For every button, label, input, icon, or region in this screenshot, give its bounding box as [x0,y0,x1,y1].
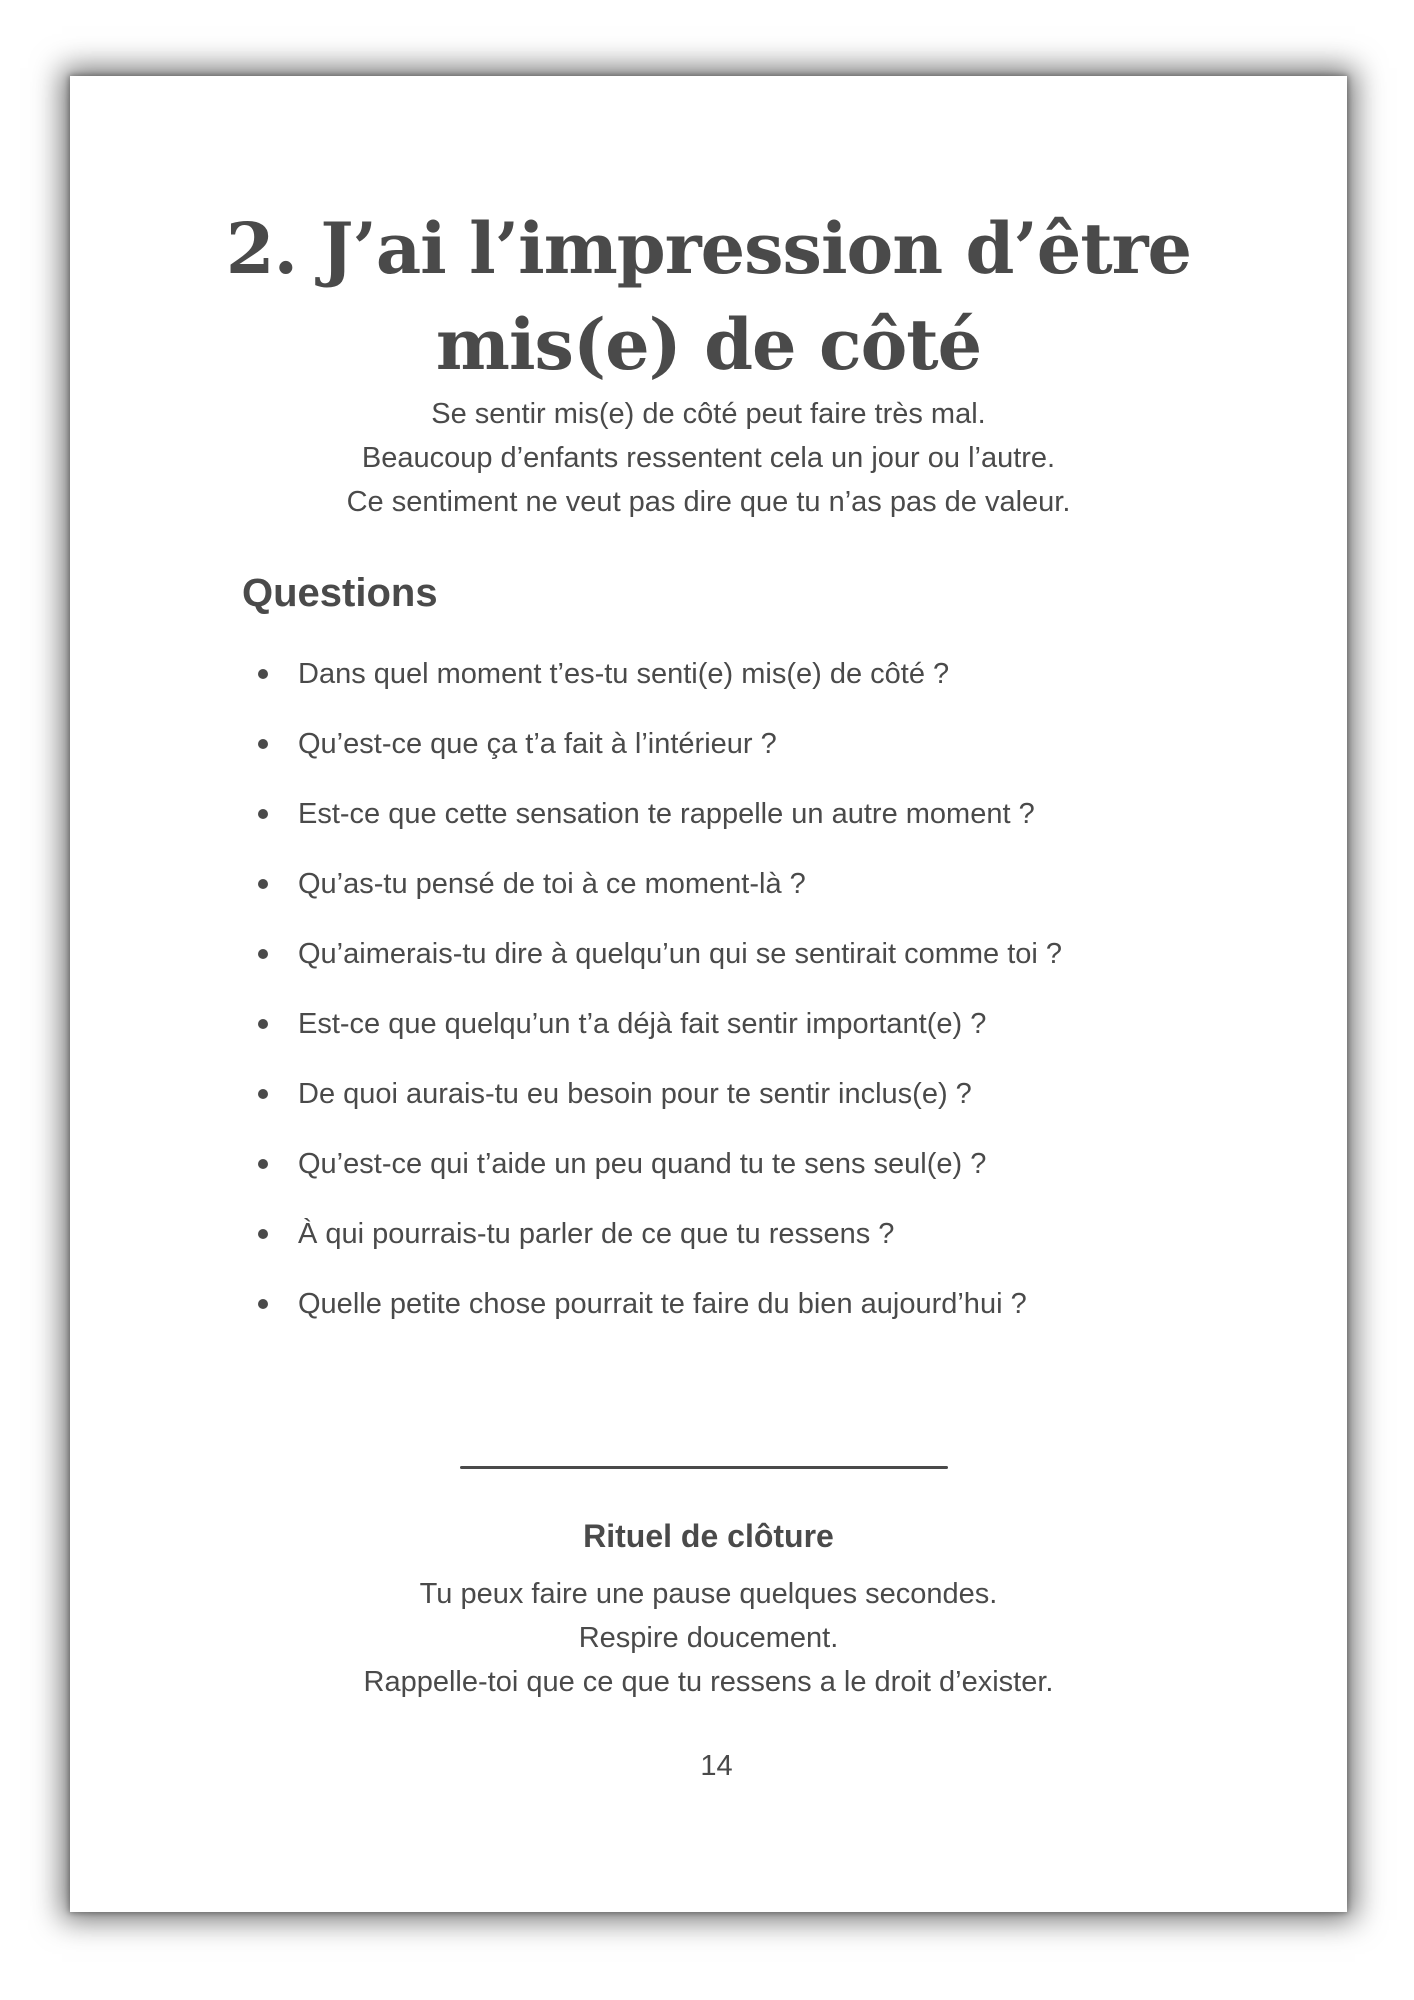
closing-paragraph [70,1572,1347,1704]
bullet-icon [258,1229,268,1239]
closing-heading: Rituel de clôture [583,1518,834,1554]
question-text: Dans quel moment t’es-tu senti(e) mis(e) de côté ? [298,658,950,690]
document-page [70,76,1347,1912]
question-text: Qu’est-ce que ça t’a fait à l’intérieur ? [298,728,777,760]
bullet-icon [258,1019,268,1029]
questions-list [242,639,1222,1339]
question-text: Qu’aimerais-tu dire à quelqu’un qui se sentirait comme toi ? [298,938,1063,970]
question-item [242,639,1222,709]
bullet-icon [258,739,268,749]
bullet-icon [258,809,268,819]
bullet-icon [258,1159,268,1169]
question-text: Quelle petite chose pourrait te faire du bien aujourd’hui ? [298,1288,1027,1320]
page-title [70,201,1347,393]
page-number: 14 [700,1750,733,1782]
question-item [242,1269,1222,1339]
closing-line: Rappelle-toi que ce que tu ressens a le droit d’exister. [363,1666,1054,1698]
question-text: Est-ce que quelqu’un t’a déjà fait sentir important(e) ? [298,1008,987,1040]
section-divider [460,1466,948,1469]
question-item [242,1199,1222,1269]
question-item [242,779,1222,849]
page-title-line-2: mis(e) de côté [435,303,982,386]
question-text: De quoi aurais-tu eu besoin pour te sentir inclus(e) ? [298,1078,972,1110]
question-item [242,919,1222,989]
question-text: Qu’est-ce qui t’aide un peu quand tu te sens seul(e) ? [298,1148,987,1180]
page-title-line-1: 2. J’ai l’impression d’être [225,207,1192,290]
intro-paragraph [70,392,1347,524]
question-item [242,1129,1222,1199]
intro-line: Ce sentiment ne veut pas dire que tu n’as pas de valeur. [346,486,1071,518]
bullet-icon [258,879,268,889]
question-text: Est-ce que cette sensation te rappelle un autre moment ? [298,798,1035,830]
bullet-icon [258,669,268,679]
question-item [242,709,1222,779]
question-item [242,849,1222,919]
bullet-icon [258,1299,268,1309]
intro-line: Beaucoup d’enfants ressentent cela un jour ou l’autre. [361,442,1056,474]
questions-heading: Questions [242,571,438,615]
closing-line: Tu peux faire une pause quelques secondes. [419,1578,998,1610]
question-text: Qu’as-tu pensé de toi à ce moment-là ? [298,868,806,900]
question-text: À qui pourrais-tu parler de ce que tu ressens ? [298,1218,895,1250]
question-item [242,1059,1222,1129]
bullet-icon [258,1089,268,1099]
intro-line: Se sentir mis(e) de côté peut faire très mal. [431,398,986,430]
closing-line: Respire doucement. [578,1622,839,1654]
bullet-icon [258,949,268,959]
question-item [242,989,1222,1059]
